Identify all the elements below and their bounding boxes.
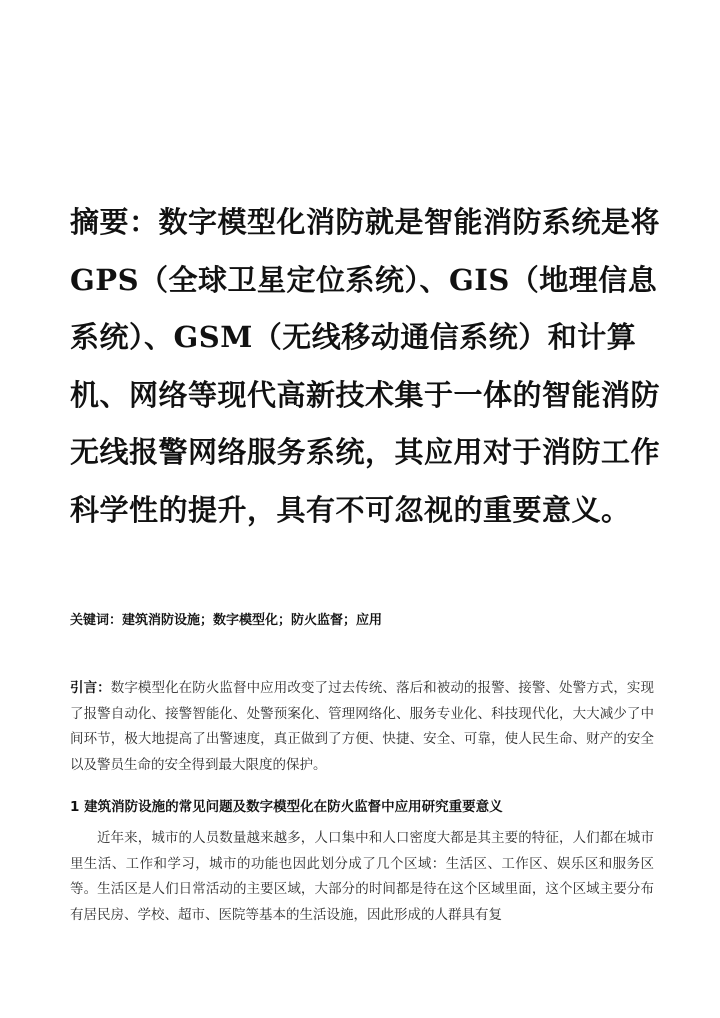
keywords-line: 关键词：建筑消防设施；数字模型化；防火监督；应用 — [70, 613, 383, 628]
abstract-paragraph: 摘要：数字模型化消防就是智能消防系统是将GPS（全球卫星定位系统）、GIS（地理信息系统）、GSM（无线移动通信系统）和计算机、网络等现代高新技术集于一体的智能消防无线报警网络服务系统，其应用对于消防工作科学性的提升，具有不可忽视的重要意义。 — [70, 205, 661, 527]
introduction-label: 引言： — [70, 680, 111, 696]
introduction-text: 数字模型化在防火监督中应用改变了过去传统、落后和被动的报警、接警、处警方式，实现了报警自动化、接警智能化、处警预案化、管理网络化、服务专业化、科技现代化，大大减少了中间环节，极大地提高了出警速度，真正做到了方便、快捷、安全、可靠，使人民生命、财产的安全以及警员生命的安全得到最大限度的保护。 — [70, 680, 654, 773]
section-1-paragraph: 近年来，城市的人员数量越来越多，人口集中和人口密度大都是其主要的特征，人们都在城市里生活、工作和学习，城市的功能也因此划分成了几个区域：生活区、工作区、娱乐区和服务区等。生活区是人们日常活动的主要区域，大部分的时间都是待在这个区域里面，这个区域主要分布有居民房、学校、超市、医院等基本的生活设施，因此形成的人群具有复 — [70, 830, 654, 923]
introduction-paragraph — [70, 676, 654, 778]
section-1-heading: 1 建筑消防设施的常见问题及数字模型化在防火监督中应用研究重要意义 — [70, 799, 503, 815]
